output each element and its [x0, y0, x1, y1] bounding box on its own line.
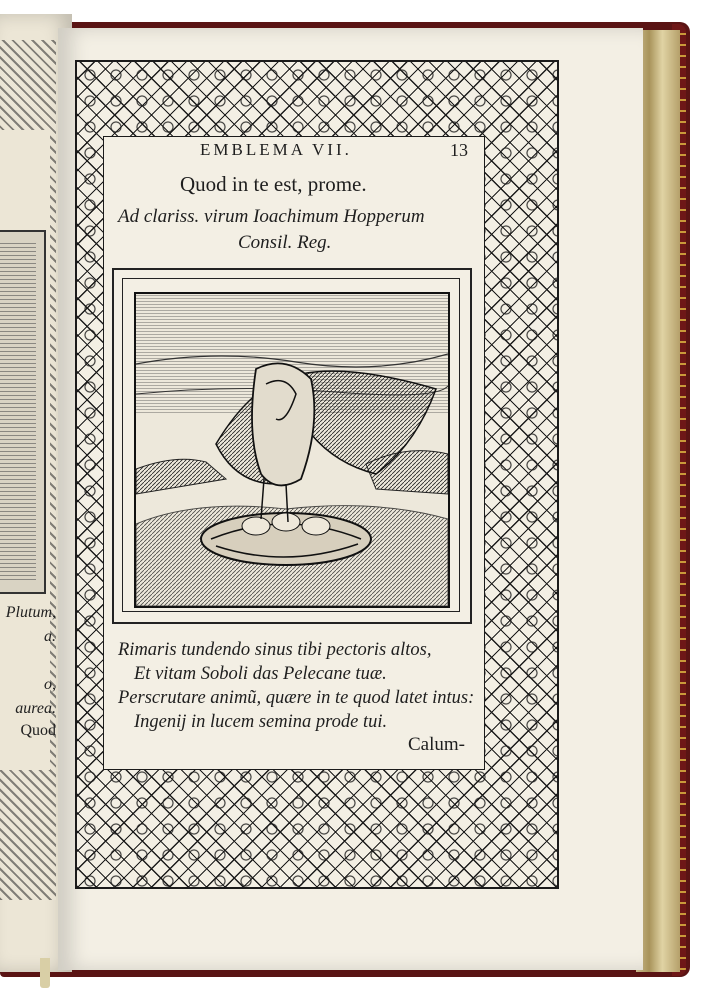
left-page-fragment: a. [44, 628, 56, 645]
verse-line-2: Et vitam Soboli das Pelecane tuæ. [134, 664, 387, 684]
left-page-fragment: aurea. [15, 700, 56, 717]
running-head: EMBLEMA VII. [200, 140, 352, 159]
verse-line-3: Perscrutare animũ, quære in te quod latet intus: [118, 688, 475, 708]
dedication-line-1: Ad clariss. virum Ioachimum Hopperum [118, 206, 425, 227]
left-page-catchword: Quod [20, 722, 56, 739]
bookmark-ribbon [40, 958, 50, 988]
left-page-fragment: o, [44, 676, 56, 693]
dedication-line-2: Consil. Reg. [238, 232, 332, 253]
verse-line-1: Rimaris tundendo sinus tibi pectoris altos, [118, 640, 432, 660]
page-number: 13 [450, 140, 468, 160]
left-page-woodcut-hatching [0, 240, 36, 580]
catchword: Calum- [408, 734, 465, 755]
pelican-woodcut [134, 292, 450, 608]
pelican-woodcut-illustration [136, 294, 448, 606]
verse-line-4: Ingenij in lucem semina prode tui. [134, 712, 388, 732]
left-page-fragment: Plutum, [5, 604, 56, 621]
emblem-motto: Quod in te est, prome. [180, 172, 367, 196]
